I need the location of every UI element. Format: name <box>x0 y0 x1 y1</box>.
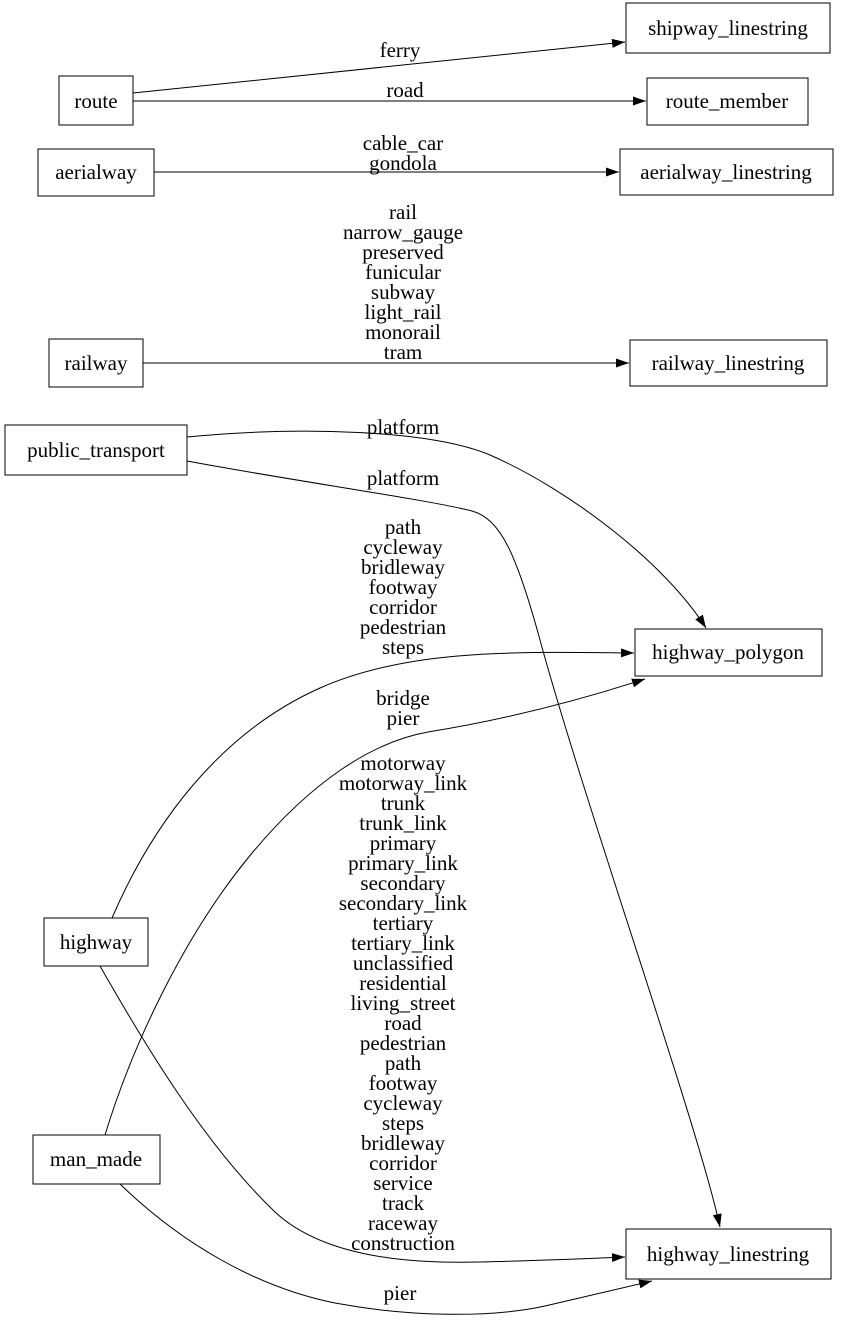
node-highway-label: highway <box>59 930 133 954</box>
edge-label-highway-linestring-types: motorway motorway_link trunk trunk_link primary primary_link secondary secondary_link tertiary tertiary_link unclassified residential living_street road pedestrian path footway cycleway steps bridleway corridor service track raceway construction <box>338 751 468 1255</box>
node-highway_linestring <box>626 1229 831 1279</box>
node-highway_linestring-label: highway_linestring <box>646 1242 810 1266</box>
node-route-label: route <box>74 89 118 113</box>
node-railway_linestring-label: railway_linestring <box>651 351 805 375</box>
node-shipway_linestring <box>626 3 830 53</box>
edge-label-road: road <box>386 78 424 102</box>
node-route_member <box>647 78 808 125</box>
node-railway <box>49 339 143 387</box>
edge-public_transport-highway_linestring <box>187 461 720 1227</box>
node-highway <box>44 918 148 966</box>
node-aerialway_linestring <box>620 149 833 195</box>
edge-label-platform-polygon: platform <box>366 415 440 439</box>
edge-label-bridge-pier: bridge pier <box>376 686 430 730</box>
edge-label-railway-types: rail narrow_gauge preserved funicular subway light_rail monorail tram <box>342 200 464 364</box>
node-railway-label: railway <box>64 351 128 375</box>
edge-label-layer <box>339 38 468 1305</box>
edge-label-pier: pier <box>383 1281 417 1305</box>
node-shipway_linestring-label: shipway_linestring <box>648 16 808 40</box>
node-aerialway <box>38 149 154 196</box>
node-man_made-label: man_made <box>49 1147 143 1171</box>
edge-label-ferry: ferry <box>379 38 421 62</box>
node-railway_linestring <box>630 340 827 386</box>
node-aerialway_linestring-label: aerialway_linestring <box>640 160 812 184</box>
node-highway_polygon-label: highway_polygon <box>652 640 804 664</box>
edge-label-cable_car-gondola: cable_car gondola <box>362 131 444 175</box>
node-highway_polygon <box>635 629 822 676</box>
node-aerialway-label: aerialway <box>55 160 137 184</box>
node-public_transport-label: public_transport <box>27 438 165 462</box>
node-route_member-label: route_member <box>665 89 789 113</box>
edge-label-platform-linestring: platform <box>366 466 440 490</box>
node-route <box>59 76 133 125</box>
node-public_transport <box>5 425 187 475</box>
edge-public_transport-highway_polygon <box>187 431 706 628</box>
node-man_made <box>33 1135 160 1184</box>
edge-label-highway-polygon-types: path cycleway bridleway footway corridor pedestrian steps <box>359 515 447 659</box>
